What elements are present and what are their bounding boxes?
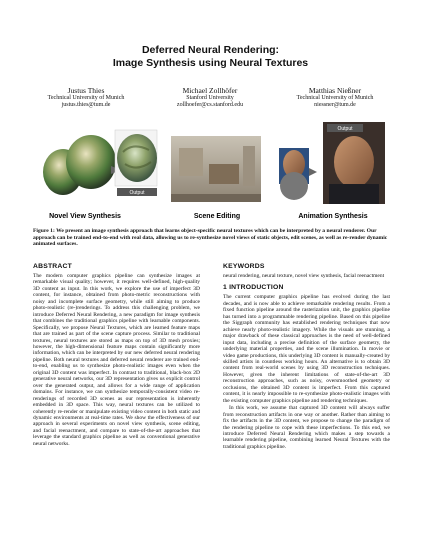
output-face xyxy=(334,136,374,188)
title-line-1: Deferred Neural Rendering: xyxy=(141,44,280,56)
room-shelf xyxy=(243,146,255,186)
teaser-figure xyxy=(33,118,393,220)
output-globe xyxy=(117,134,157,182)
paper-title xyxy=(0,44,421,70)
scene-editing-label: Scene Editing xyxy=(193,213,241,220)
author-name: Matthias Nießner xyxy=(308,86,362,95)
author-affiliation: Stanford University xyxy=(186,95,234,101)
abstract-heading: ABSTRACT xyxy=(33,263,72,270)
novel-view-label: Novel View Synthesis xyxy=(49,213,121,220)
neural-texture-face xyxy=(280,172,308,200)
author-block xyxy=(145,86,275,109)
room-table xyxy=(209,164,239,184)
title-line-2: Image Synthesis using Neural Textures xyxy=(112,57,309,69)
room-floor xyxy=(171,194,261,202)
output-suit xyxy=(329,184,379,204)
animation-panel xyxy=(279,122,385,220)
keywords-text: neural rendering, neural texture, novel view synthesis, facial reenactment xyxy=(223,273,385,279)
caption-text: Figure 1: We present an image synthesis approach that learns object-specific neural textures which can be interpreted by a neural renderer. Our approach can be trained end-to-end with real data, allowing us to re-synthesize novel views of static objects, edit scenes, as well as re-render dynamic animated surfaces. xyxy=(33,228,388,248)
author-email: zollhoefer@cs.stanford.edu xyxy=(176,101,244,108)
left-column xyxy=(33,263,200,447)
author-email: justus.thies@tum.de xyxy=(61,101,111,108)
textured-proxy-middle xyxy=(66,135,116,189)
arrow-icon xyxy=(309,168,317,176)
teaser-figure-graphic xyxy=(33,118,393,220)
author-block xyxy=(21,86,151,109)
keywords-heading: KEYWORDS xyxy=(223,263,265,270)
introduction-heading: 1 INTRODUCTION xyxy=(223,284,284,292)
author-affiliation: Technical University of Munich xyxy=(47,95,125,101)
author-affiliation: Technical University of Munich xyxy=(296,95,374,101)
introduction-paragraph-2: In this work, we assume that captured 3D content will always suffer from reconstruction artifacts in one way or another. Rather than aiming to fix the artifacts in the 3D content, we propose to change the paradigm of the rendering pipeline to cope with these imperfections. To this end, we introduce Deferred Neural Rendering which makes a step towards a learnable rendering pipeline, combining learned Neural Textures with the traditional graphics pipeline. xyxy=(223,405,390,450)
author-block xyxy=(270,86,400,109)
author-name: Justus Thies xyxy=(67,86,105,95)
author-name: Michael Zollhöfer xyxy=(182,86,238,95)
scene-editing-panel xyxy=(171,136,261,220)
author-email: niessner@tum.de xyxy=(314,101,356,108)
output-label-right: Output xyxy=(337,126,353,132)
novel-view-panel xyxy=(43,130,157,220)
right-column xyxy=(223,263,390,450)
room-cabinet xyxy=(179,148,203,176)
animation-label: Animation Synthesis xyxy=(298,213,368,220)
abstract-text: The modern computer graphics pipeline can synthesize images at remarkable visual quality; however, it requires well-defined, high-quality 3D content as input. In this work, we explore the use of imperfect 3D content, for instance, obtained from photo-metric reconstructions with noisy and incomplete surface geometry, while still aiming to produce photo-realistic (re-)renderings. To address this challenging problem, we introduce Deferred Neural Rendering, a new paradigm for image synthesis that combines the traditional graphics pipeline with learnable components. Specifically, we propose Neural Textures, which are learned feature maps that are trained as part of the scene capture process. Similar to traditional textures, neural textures are stored as maps on top of 3D mesh proxies; however, the high-dimensional feature maps contain significantly more information, which can be interpreted by our new deferred neural rendering pipeline. Both neural textures and deferred neural renderer are trained end-to-end, enabling us to synthesize photo-realistic images even when the original 3D content was imperfect. In contrast to traditional, black-box 2D generative neural networks, our 3D representation gives us explicit control over the generated output, and allows for a wide range of application domains. For instance, we can synthesize temporally-consistent video re-renderings of recorded 3D scenes as our representation is inherently embedded in 3D space. This way, neural textures can be utilized to coherently re-render or manipulate existing video content in both static and dynamic environments at real-time rates. We show the effectiveness of our approach in several experiments on novel view synthesis, scene editing, and facial reenactment, and compare to state-of-the-art approaches that leverage the standard graphics pipeline as well as conventional generative neural networks. xyxy=(33,273,200,447)
figure-caption xyxy=(33,228,390,248)
output-label-left: Output xyxy=(129,190,145,196)
introduction-paragraph-1: The current computer graphics pipeline has evolved during the last decades, and is now able to achieve remarkable rendering results. From a fixed function pipeline around the rasterization unit, the graphics pipeline has turned into a programmable rendering pipeline. Based on this pipeline the Siggraph community has established rendering techniques that now achieve nearly photo-realistic imagery. While the visuals are stunning, a major drawback of these classical approaches is the need of well-defined input data, including a precise definition of the surface geometry, the underlying material properties, and the scene illumination. In movie or video game productions, this underlying 3D content is manually-created by skilled artists in countless working hours. An alternative is to obtain 3D content from real-world scenes by using 3D reconstruction techniques. However, given the inherent limitations of state-of-the-art 3D reconstruction approaches, such as noisy, oversmoothed geometry or occlusions, the obtained 3D content is imperfect. From this captured content, it is nearly impossible to re-synthesize photo-realistic images with the existing computer graphics pipeline and rendering techniques. xyxy=(223,294,390,404)
